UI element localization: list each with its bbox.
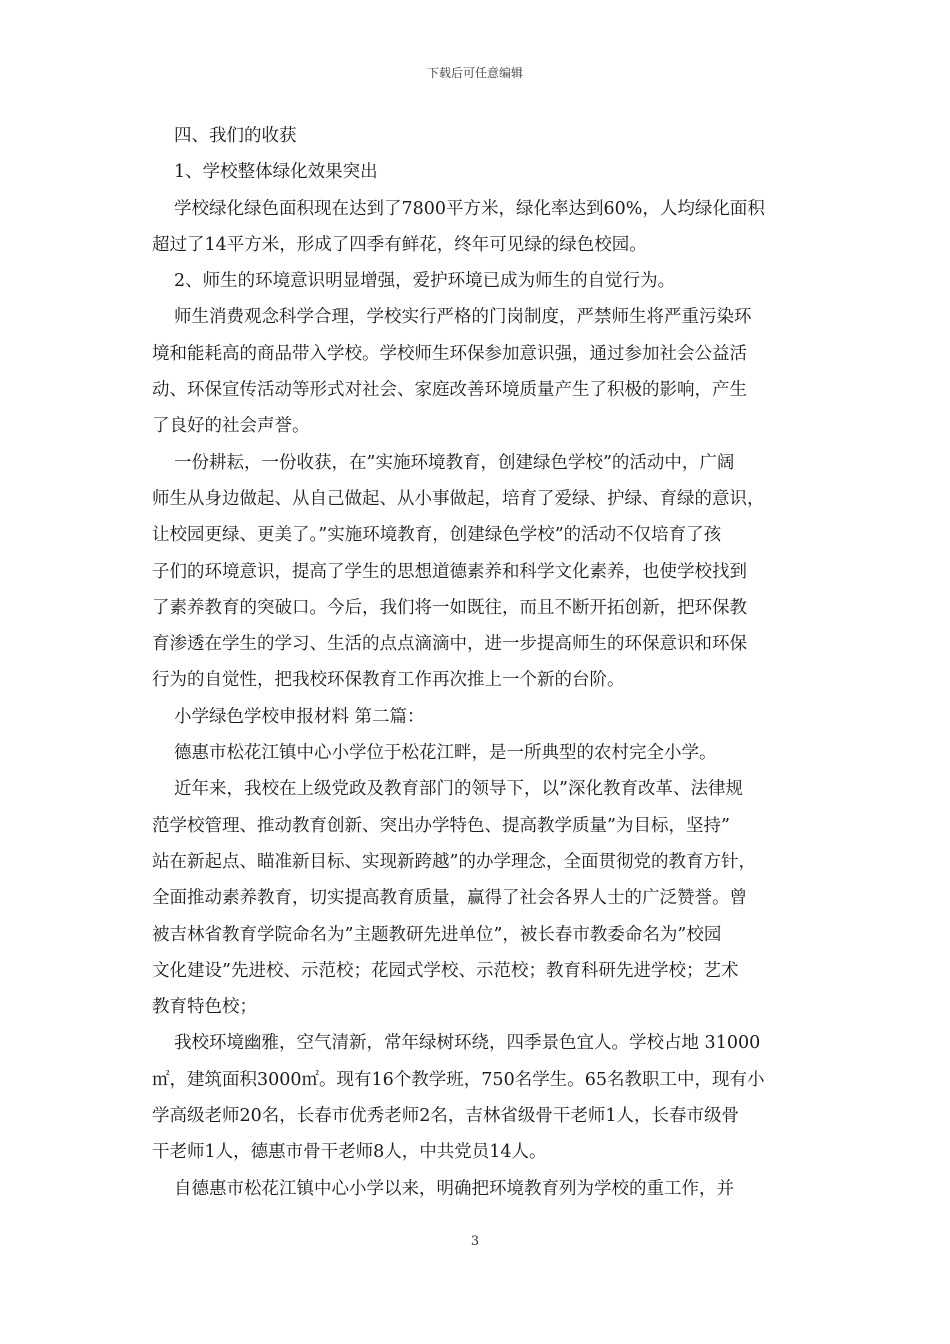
page-header: 下载后可任意编辑: [426, 66, 523, 80]
paragraph-line: 教育特色校；: [152, 997, 257, 1018]
paragraph-line: ㎡，建筑面积3000㎡。现有16个教学班，750名学生。65名教职工中，现有小: [152, 1069, 765, 1090]
paragraph-line: 师生消费观念科学合理，学校实行严格的门岗制度，严禁师生将严重污染环: [174, 307, 752, 328]
paragraph-line: 子们的环境意识，提高了学生的思想道德素养和科学文化素养，也使学校找到: [152, 561, 747, 582]
paragraph-line: 行为的自觉性，把我校环保教育工作再次推上一个新的台阶。: [152, 670, 625, 691]
paragraph-line: 我校环境幽雅，空气清新，常年绿树环绕，四季景色宜人。学校占地 31000: [174, 1033, 761, 1054]
paragraph-line: 文化建设”先进校、示范校；花园式学校、示范校；教育科研先进学校；艺术: [152, 960, 739, 981]
document-body: [152, 118, 814, 1207]
paragraph-line: 师生从身边做起、从自己做起、从小事做起，培育了爱绿、护绿、育绿的意识，: [152, 488, 765, 509]
paragraph-line: 育渗透在学生的学习、生活的点点滴滴中，进一步提高师生的环保意识和环保: [152, 634, 747, 655]
paragraph-line: 德惠市松花江镇中心小学位于松花江畔，是一所典型的农村完全小学。: [174, 743, 717, 764]
paragraph-line: 干老师1人，德惠市骨干老师8人，中共党员14人。: [152, 1142, 547, 1163]
section-heading: 四、我们的收获: [174, 126, 297, 146]
paragraph-line: 学校绿化绿色面积现在达到了7800平方米，绿化率达到60%，人均绿化面积: [174, 198, 765, 219]
paragraph-line: 学高级老师20名，长春市优秀老师2名，吉林省级骨干老师1人，长春市级骨: [152, 1106, 740, 1127]
paragraph-line: 让校园更绿、更美了。”实施环境教育，创建绿色学校”的活动不仅培育了孩: [152, 525, 722, 546]
paragraph-line: 超过了14平方米，形成了四季有鲜花，终年可见绿的绿色校园。: [152, 234, 647, 255]
paragraph-line: 全面推动素养教育，切实提高教育质量，赢得了社会各界人士的广泛赞誉。曾: [152, 888, 747, 909]
paragraph-line: 近年来，我校在上级党政及教育部门的领导下，以”深化教育改革、法律规: [174, 779, 743, 800]
paragraph-line: 了素养教育的突破口。今后，我们将一如既往，而且不断开拓创新，把环保教: [152, 597, 747, 618]
paragraph-line: 自德惠市松花江镇中心小学以来，明确把环境教育列为学校的重工作，并: [174, 1178, 734, 1199]
paragraph-line: 站在新起点、瞄准新目标、实现新跨越”的办学理念，全面贯彻党的教育方针，: [152, 851, 756, 872]
paragraph-line: 了良好的社会声誉。: [152, 416, 310, 437]
paragraph-line: 被吉林省教育学院命名为”主题教研先进单位”，被长春市教委命名为”校园: [152, 924, 722, 945]
paragraph-line: 一份耕耘，一份收获，在”实施环境教育，创建绿色学校”的活动中，广阔: [174, 452, 735, 473]
paragraph-line: 动、环保宣传活动等形式对社会、家庭改善环境质量产生了积极的影响，产生: [152, 380, 747, 401]
subheading: 1、学校整体绿化效果突出: [174, 162, 378, 183]
page-number: 3: [470, 1234, 480, 1249]
subheading: 2、师生的环境意识明显增强，爱护环境已成为师生的自觉行为。: [174, 271, 676, 292]
paragraph-line: 范学校管理、推动教育创新、突出办学特色、提高教学质量”为目标，坚持”: [152, 815, 730, 836]
section-title: 小学绿色学校申报材料 第二篇：: [174, 706, 425, 727]
paragraph-line: 境和能耗高的商品带入学校。学校师生环保参加意识强，通过参加社会公益活: [152, 343, 747, 364]
